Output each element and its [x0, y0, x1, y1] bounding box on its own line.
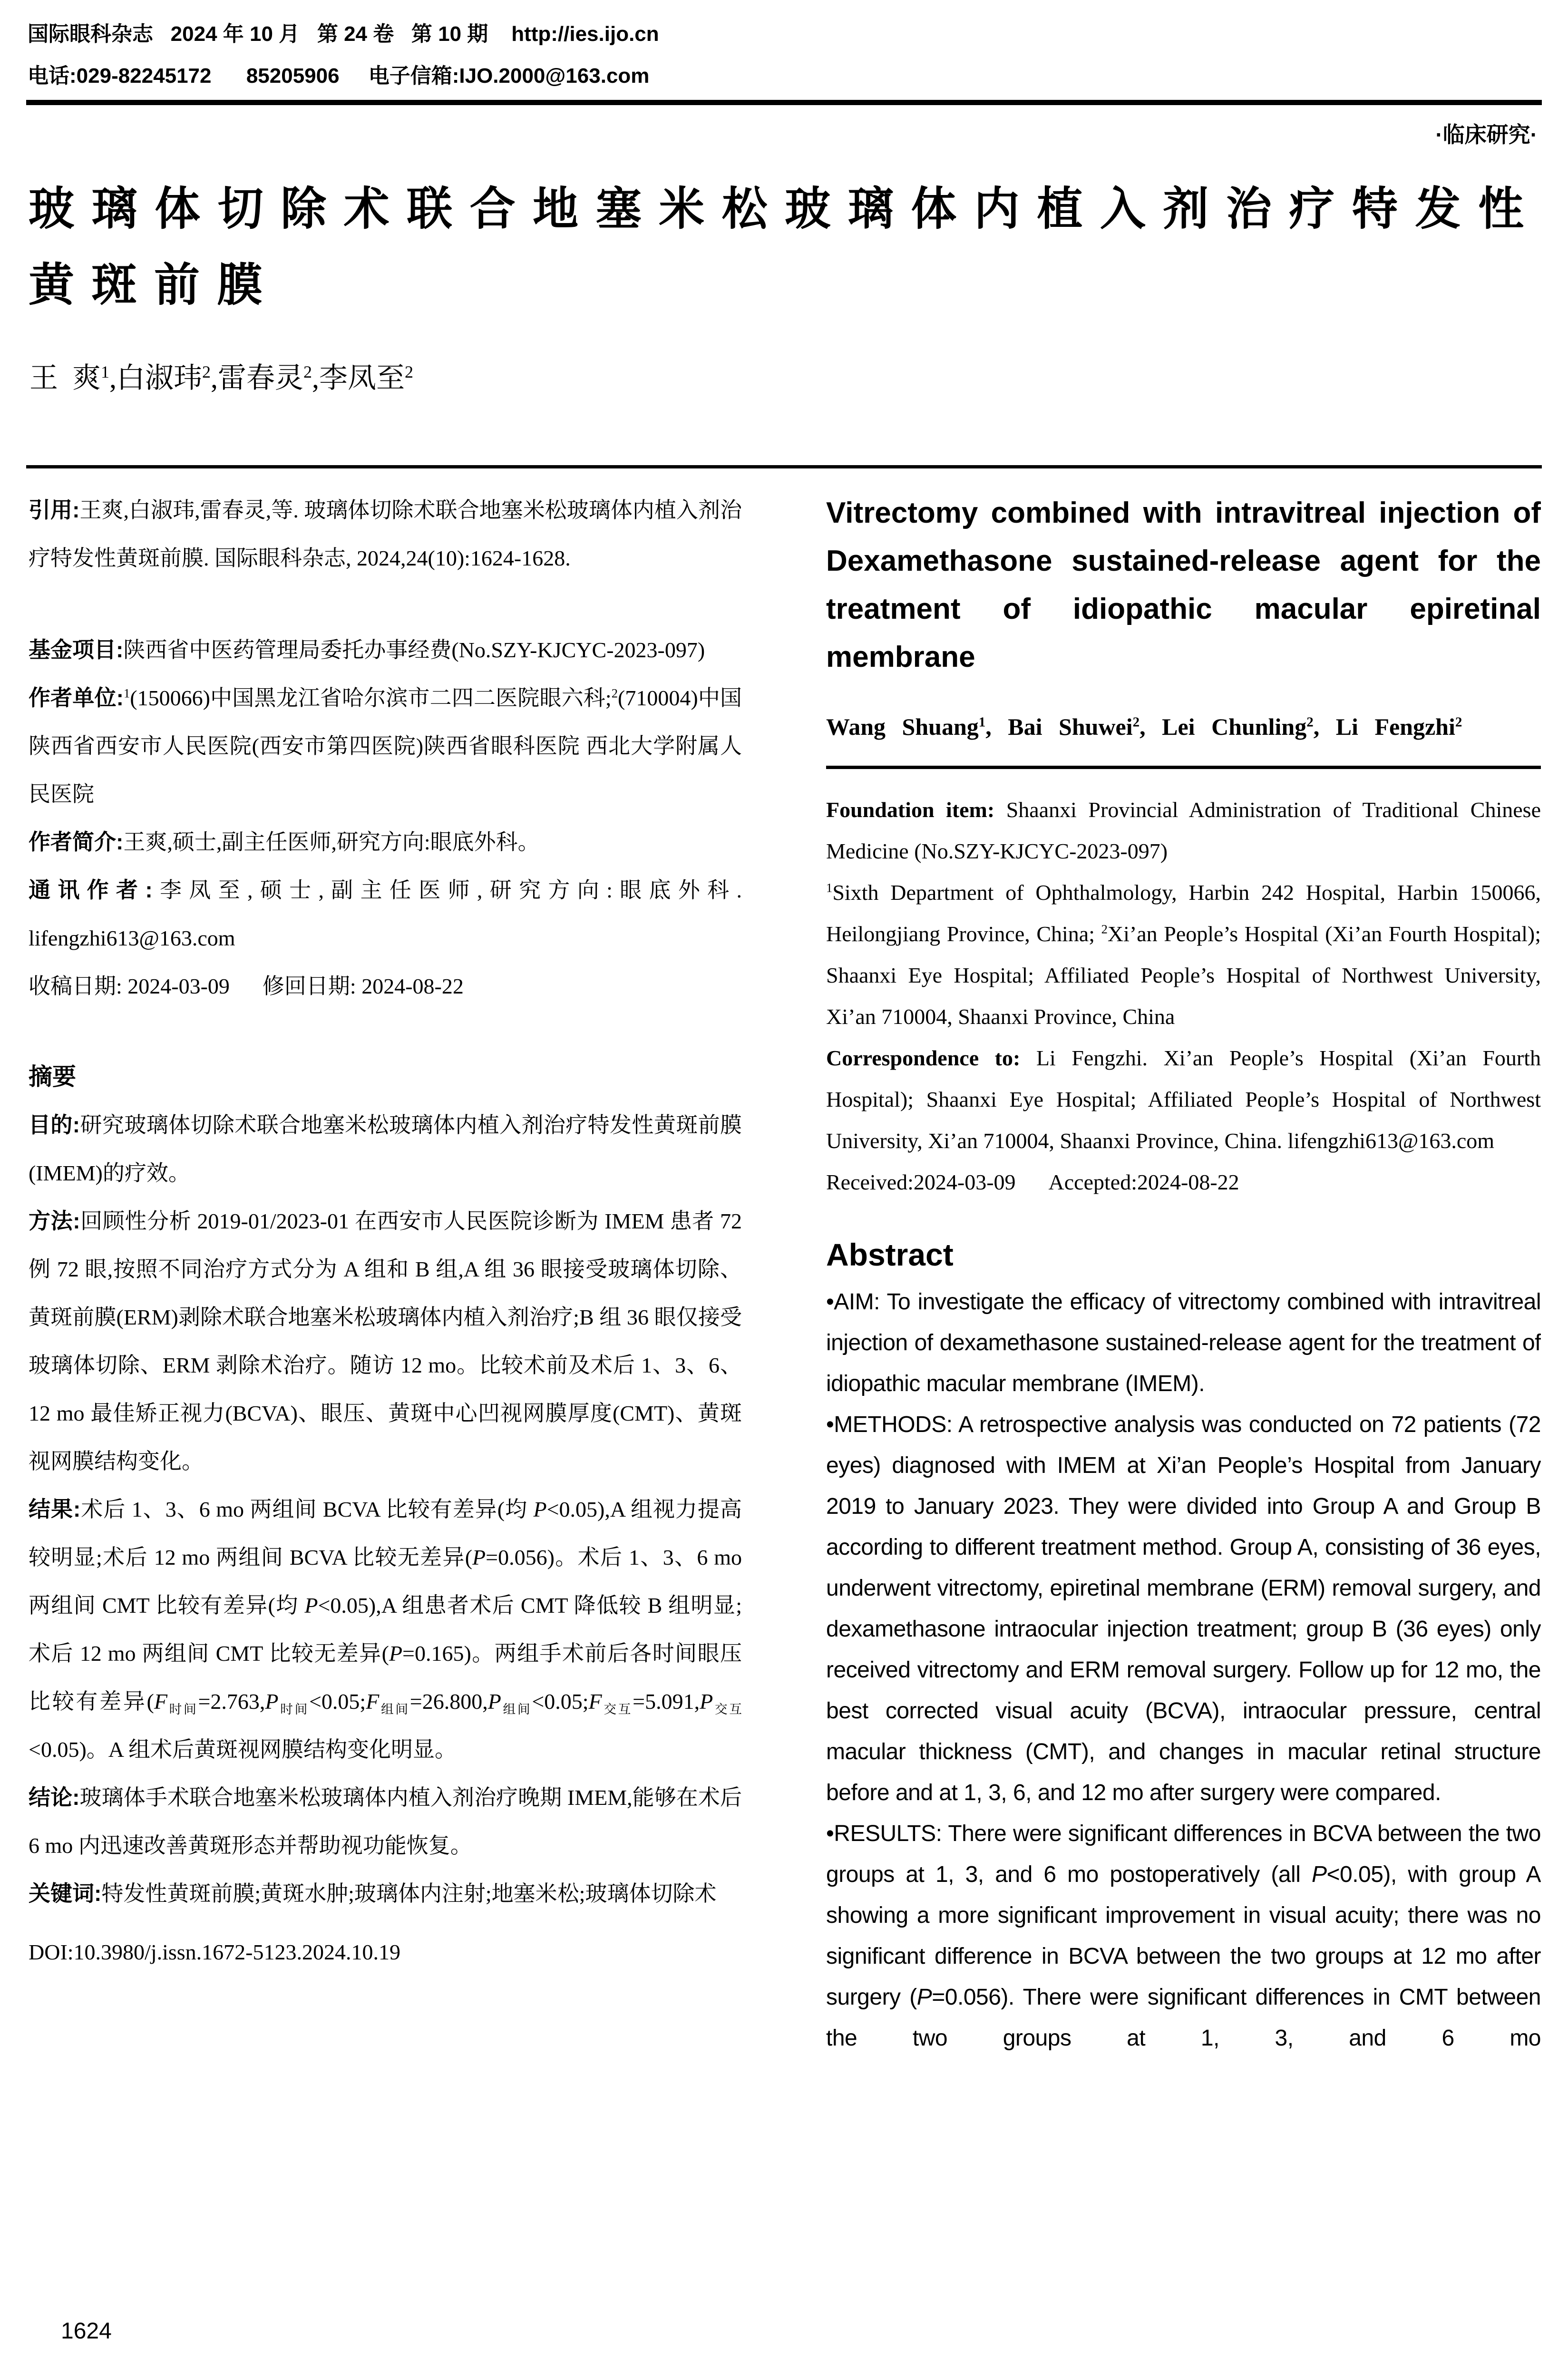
article-title-cn: 玻璃体切除术联合地塞米松玻璃体内植入剂治疗特发性黄斑前膜	[29, 184, 1541, 311]
abstract-heading-cn: 摘要	[29, 1063, 76, 1090]
foundation-item-cn: 基金项目:陕西省中医药管理局委托办事经费(No.SZY-KJCYC-2023-097)	[29, 637, 705, 662]
affiliations-en: $^1$Sixth Department of Ophthalmology, Harbin 242 Hospital, Harbin 150066, Heilongjiang Province, China; $^2$Xi’an People’s Hospital (Xi’an Fourth Hospital); Shaanxi Eye Hospital; Affiliated People’s Hospital of Northwest University, Xi’an 710004, Shaanxi Province, China	[826, 880, 1541, 1029]
masthead-line1: 国际眼科杂志 2024 年 10 月 第 24 卷 第 10 期 http://ies.ijo.cn	[28, 22, 659, 46]
column-right	[826, 486, 1541, 2331]
authors-divider-rule	[826, 766, 1541, 769]
section-label: ·临床研究·	[1435, 122, 1538, 147]
abstract-conclusion-cn: 结论:玻璃体手术联合地塞米松玻璃体内植入剂治疗晚期 IMEM,能够在术后 6 mo 内迅速改善黄斑形态并帮助视功能恢复。	[29, 1785, 742, 1858]
author-bio-cn: 作者简介:王爽,硕士,副主任医师,研究方向:眼底外科。	[29, 829, 540, 854]
title-divider-rule	[26, 465, 1542, 468]
authors-en: Wang Shuang$^1$, Bai Shuwei$^2$, Lei Chunling$^2$, Li Fengzhi$^2$	[826, 713, 1462, 740]
article-title-en: Vitrectomy combined with intravitreal injection of Dexamethasone sustained-release agent for the treatment of idiopathic macular epiretinal membrane	[826, 497, 1541, 673]
author-affiliations-cn: 作者单位:$^1$(150066)中国黑龙江省哈尔滨市二四二医院眼六科;$^2$(710004)中国陕西省西安市人民医院(西安市第四医院)陕西省眼科医院 西北大学附属人民医院	[29, 685, 742, 806]
citation-paragraph: 引用:王爽,白淑玮,雷春灵,等. 玻璃体切除术联合地塞米松玻璃体内植入剂治疗特发性黄斑前膜. 国际眼科杂志, 2024,24(10):1624-1628.	[29, 497, 742, 570]
abstract-results-cn: 结果:术后 1、3、6 mo 两组间 BCVA 比较有差异(均 P<0.05),A 组视力提高较明显;术后 12 mo 两组间 BCVA 比较无差异(P=0.056)。术后 1、3、6 mo 两组间 CMT 比较有差异(均 P<0.05),A 组患者术后 CMT 降低较 B 组明显;术后 12 mo 两组间 CMT 比较无差异(P=0.165)。两组手术前后各时间眼压比较有差异$(F_{时间}=2.763,P_{时间}<0.05;F_{组间}=26.800,P_{组间}<0.05;F_{交互}=5.091,P_{交互}<0.05)$。A 组术后黄斑视网膜结构变化明显。	[29, 1497, 742, 1762]
abstract-heading-en: Abstract	[826, 1237, 954, 1272]
correspondence-en: Correspondence to: Li Fengzhi. Xi’an People’s Hospital (Xi’an Fourth Hospital); Shaanxi Eye Hospital; Affiliated People’s Hospital of Northwest University, Xi’an 710004, Shaanxi Province, China. lifengzhi613@163.com	[826, 1046, 1541, 1153]
abstract-aim-en: •AIM: To investigate the efficacy of vitrectomy combined with intravitreal injection of dexamethasone sustained-release agent for the treatment of idiopathic macular membrane (IMEM).	[826, 1289, 1541, 1396]
abstract-results-en: •RESULTS: There were significant differences in BCVA between the two groups at 1, 3, and 6 mo postoperatively (all P<0.05), with group A showing a more significant improvement in visual acuity; there was no significant difference in BCVA between the two groups at 12 mo after surgery (P=0.056). There were significant differences in CMT between the two groups at 1, 3, and 6 mo	[826, 1821, 1541, 2051]
received-accepted-dates-en: Received:2024-03-09 Accepted:2024-08-22	[826, 1170, 1239, 1194]
authors-cn: 王 爽$^1$,白淑玮$^2$,雷春灵$^2$,李凤至$^2$	[29, 362, 413, 394]
abstract-methods-cn: 方法:回顾性分析 2019-01/2023-01 在西安市人民医院诊断为 IMEM 患者 72 例 72 眼,按照不同治疗方式分为 A 组和 B 组,A 组 36 眼接受玻璃体切除、黄斑前膜(ERM)剥除术联合地塞米松玻璃体内植入剂治疗;B 组 36 眼仅接受玻璃体切除、ERM 剥除术治疗。随访 12 mo。比较术前及术后 1、3、6、12 mo 最佳矫正视力(BCVA)、眼压、黄斑中心凹视网膜厚度(CMT)、黄斑视网膜结构变化。	[29, 1208, 742, 1473]
keywords-cn: 关键词:特发性黄斑前膜;黄斑水肿;玻璃体内注射;地塞米松;玻璃体切除术	[29, 1881, 717, 1906]
abstract-aim-cn: 目的:研究玻璃体切除术联合地塞米松玻璃体内植入剂治疗特发性黄斑前膜(IMEM)的疗效。	[29, 1112, 742, 1185]
page-number: 1624	[61, 2319, 112, 2344]
doi-line: DOI:10.3980/j.issn.1672-5123.2024.10.19	[29, 1940, 400, 1964]
received-revised-dates-cn: 收稿日期: 2024-03-09 修回日期: 2024-08-22	[29, 974, 464, 998]
header-rule	[26, 100, 1542, 105]
corresponding-author-cn: 通讯作者:李凤至,硕士,副主任医师,研究方向:眼底外科. lifengzhi613@163.com	[29, 877, 742, 950]
column-left	[29, 486, 742, 2331]
abstract-methods-en: •METHODS: A retrospective analysis was conducted on 72 patients (72 eyes) diagnosed with IMEM at Xi’an People’s Hospital from January 2019 to January 2023. They were divided into Group A and Group B according to different treatment method. Group A, consisting of 36 eyes, underwent vitrectomy, epiretinal membrane (ERM) removal surgery, and dexamethasone intraocular injection treatment; group B (36 eyes) only received vitrectomy and ERM removal surgery. Follow up for 12 mo, the best corrected visual acuity (BCVA), intraocular pressure, central macular thickness (CMT), and changes in macular retinal structure before and at 1, 3, 6, and 12 mo after surgery were compared.	[826, 1412, 1541, 1805]
foundation-item-en: Foundation item: Shaanxi Provincial Administration of Traditional Chinese Medicine (No.SZY-KJCYC-2023-097)	[826, 798, 1541, 863]
masthead-line2: 电话:029-82245172 85205906 电子信箱:IJO.2000@163.com	[28, 64, 650, 88]
